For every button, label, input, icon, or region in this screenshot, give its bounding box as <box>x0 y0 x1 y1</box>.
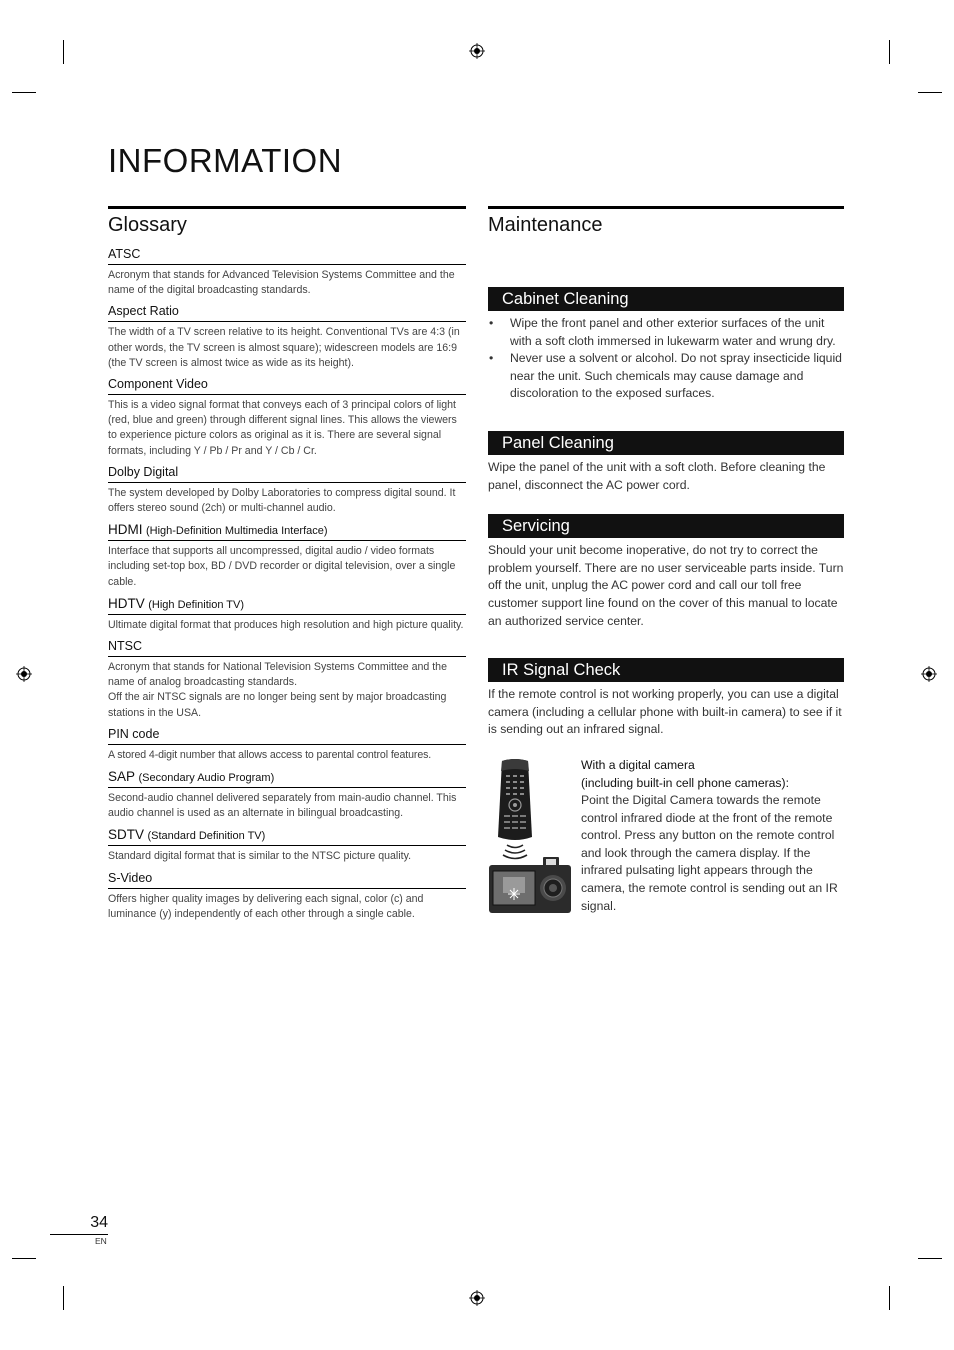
term-definition <box>108 660 466 721</box>
term-label: Component Video <box>108 377 208 392</box>
remote-control-icon <box>498 759 532 840</box>
digital-camera-icon <box>489 857 571 913</box>
term-expansion: (Standard Definition TV) <box>147 830 266 843</box>
glossary-term <box>108 827 466 864</box>
term-name <box>108 522 466 541</box>
term-name <box>108 465 466 483</box>
term-label: S-Video <box>108 870 153 885</box>
term-definition: Interface that supports all uncompressed, digital audio / video formats including set-top box, BD / DVD recorder or digital television, over a single cable. <box>108 545 456 588</box>
registration-mark-icon <box>921 666 937 682</box>
panel-cleaning-heading: Panel Cleaning <box>488 431 844 455</box>
glossary-term <box>108 304 466 371</box>
glossary-column <box>108 206 466 928</box>
infrared-signal-icon <box>503 845 527 859</box>
term-name <box>108 769 466 788</box>
registration-mark-icon <box>469 1290 485 1306</box>
term-name <box>108 377 466 395</box>
section-rule <box>488 206 844 209</box>
page-number: 34 <box>50 1214 108 1235</box>
ir-camera-check <box>488 757 844 917</box>
cabinet-cleaning-heading: Cabinet Cleaning <box>488 287 844 311</box>
glossary-term <box>108 377 466 459</box>
page-title: INFORMATION <box>108 142 343 179</box>
servicing-text: Should your unit become inoperative, do not try to correct the problem yourself. There are no user serviceable parts inside. Turn off the unit, unplug the AC power cord and call our toll free customer support line found on the cover of this manual to locate an authorized service center. <box>488 543 844 628</box>
ir-signal-check-heading: IR Signal Check <box>488 658 844 682</box>
crop-mark <box>12 92 36 93</box>
registration-mark-icon <box>469 43 485 59</box>
crop-mark <box>918 92 942 93</box>
glossary-term <box>108 596 466 633</box>
glossary-term <box>108 871 466 922</box>
crop-mark <box>889 1286 890 1310</box>
term-definition: A stored 4-digit number that allows access to parental control features. <box>108 748 432 761</box>
term-name <box>108 827 466 846</box>
glossary-term <box>108 247 466 298</box>
list-item: • Wipe the front panel and other exterior surfaces of the unit with a soft cloth immersed in lukewarm water and wrung dry. <box>488 315 844 350</box>
term-definition: Second-audio channel delivered separately from main-audio channel. This audio channel is used as an alternate in bilingual broadcasting. <box>108 792 457 820</box>
ir-camera-text: Point the Digital Camera towards the remote control infrared diode at the front of the remote control. Press any button on the remote control and look through the camera display. If the infrared pulsating light appears through the camera, the remote control is sending out an IR signal. <box>581 793 838 913</box>
term-label: ATSC <box>108 247 141 261</box>
term-label: PIN code <box>108 726 160 741</box>
term-definition: Acronym that stands for Advanced Television Systems Committee and the name of the digital broadcasting standards. <box>108 269 455 297</box>
maintenance-column <box>488 206 844 917</box>
servicing-heading: Servicing <box>488 514 844 538</box>
term-label: Dolby Digital <box>108 464 179 479</box>
term-definition: Offers higher quality images by delivering each signal, color (c) and luminance (y) independently of each other through a single cable. <box>108 892 424 920</box>
term-definition: Ultimate digital format that produces high resolution and high picture quality. <box>108 618 464 631</box>
list-item: • Never use a solvent or alcohol. Do not spray insecticide liquid near the unit. Such chemicals may cause damage and discoloration to the exposed surfaces. <box>488 350 844 403</box>
maintenance-title: Maintenance <box>488 214 603 236</box>
term-label: NTSC <box>108 639 143 654</box>
glossary-term <box>108 769 466 821</box>
term-label: HDMI <box>108 522 143 538</box>
glossary-term <box>108 522 466 590</box>
ir-sub-heading: (including built-in cell phone cameras): <box>581 775 789 790</box>
glossary-title: Glossary <box>108 214 187 236</box>
crop-mark <box>889 40 890 64</box>
cabinet-cleaning-list <box>488 315 844 403</box>
language-code: EN <box>95 1236 107 1246</box>
term-definition: This is a video signal format that conveys each of 3 principal colors of light (red, blue and green) through different signal lines. This allows the viewers to experience picture colors as original as it is. There are several signal formats, including Y / Pb / Pr and Y / Cb / Cr. <box>108 399 457 457</box>
term-name <box>108 247 466 265</box>
term-name <box>108 727 466 745</box>
term-name <box>108 596 466 615</box>
term-definition: Standard digital format that is similar to the NTSC picture quality. <box>108 850 412 863</box>
term-label: HDTV <box>108 595 145 611</box>
term-name <box>108 871 466 889</box>
term-expansion: (High-Definition Multimedia Interface) <box>145 525 328 538</box>
section-rule <box>108 206 466 209</box>
term-label: Aspect Ratio <box>108 304 179 319</box>
term-definition: The width of a TV screen relative to its height. Conventional TVs are 4:3 (in other words, the TV screen is almost square); widescreen models are 16:9 (the TV screen is almost twice as wide as its height). <box>108 326 460 369</box>
term-label: SDTV <box>108 827 145 843</box>
crop-mark <box>63 40 64 64</box>
ir-sub-heading: With a digital camera <box>581 757 695 772</box>
ir-camera-instructions <box>581 757 844 915</box>
crop-mark <box>12 1258 36 1259</box>
glossary-term <box>108 465 466 516</box>
crop-mark <box>918 1258 942 1259</box>
registration-mark-icon <box>16 666 32 682</box>
panel-cleaning-text: Wipe the panel of the unit with a soft cloth. Before cleaning the panel, disconnect the AC power cord. <box>488 459 826 492</box>
term-definition-line: Off the air NTSC signals are no longer being sent by major broadcasting stations in the USA. <box>108 691 447 719</box>
term-label: SAP <box>108 769 136 785</box>
glossary-term <box>108 639 466 721</box>
ir-signal-check-text: If the remote control is not working properly, you can use a digital camera (including a cellular phone with built-in camera) to see if it is sending out an infrared signal. <box>488 687 842 737</box>
crop-mark <box>63 1286 64 1310</box>
term-expansion: (Secondary Audio Program) <box>138 772 275 785</box>
glossary-term <box>108 727 466 763</box>
term-name <box>108 304 466 322</box>
term-definition: The system developed by Dolby Laboratories to compress digital sound. It offers stereo sound (2ch) or multi-channel audio. <box>108 486 456 515</box>
remote-and-camera-illustration <box>488 757 572 915</box>
term-expansion: (High Definition TV) <box>148 598 245 611</box>
term-definition-line: Acronym that stands for National Television Systems Committee and the name of analog broadcasting standards. <box>108 661 447 689</box>
term-name <box>108 639 466 657</box>
